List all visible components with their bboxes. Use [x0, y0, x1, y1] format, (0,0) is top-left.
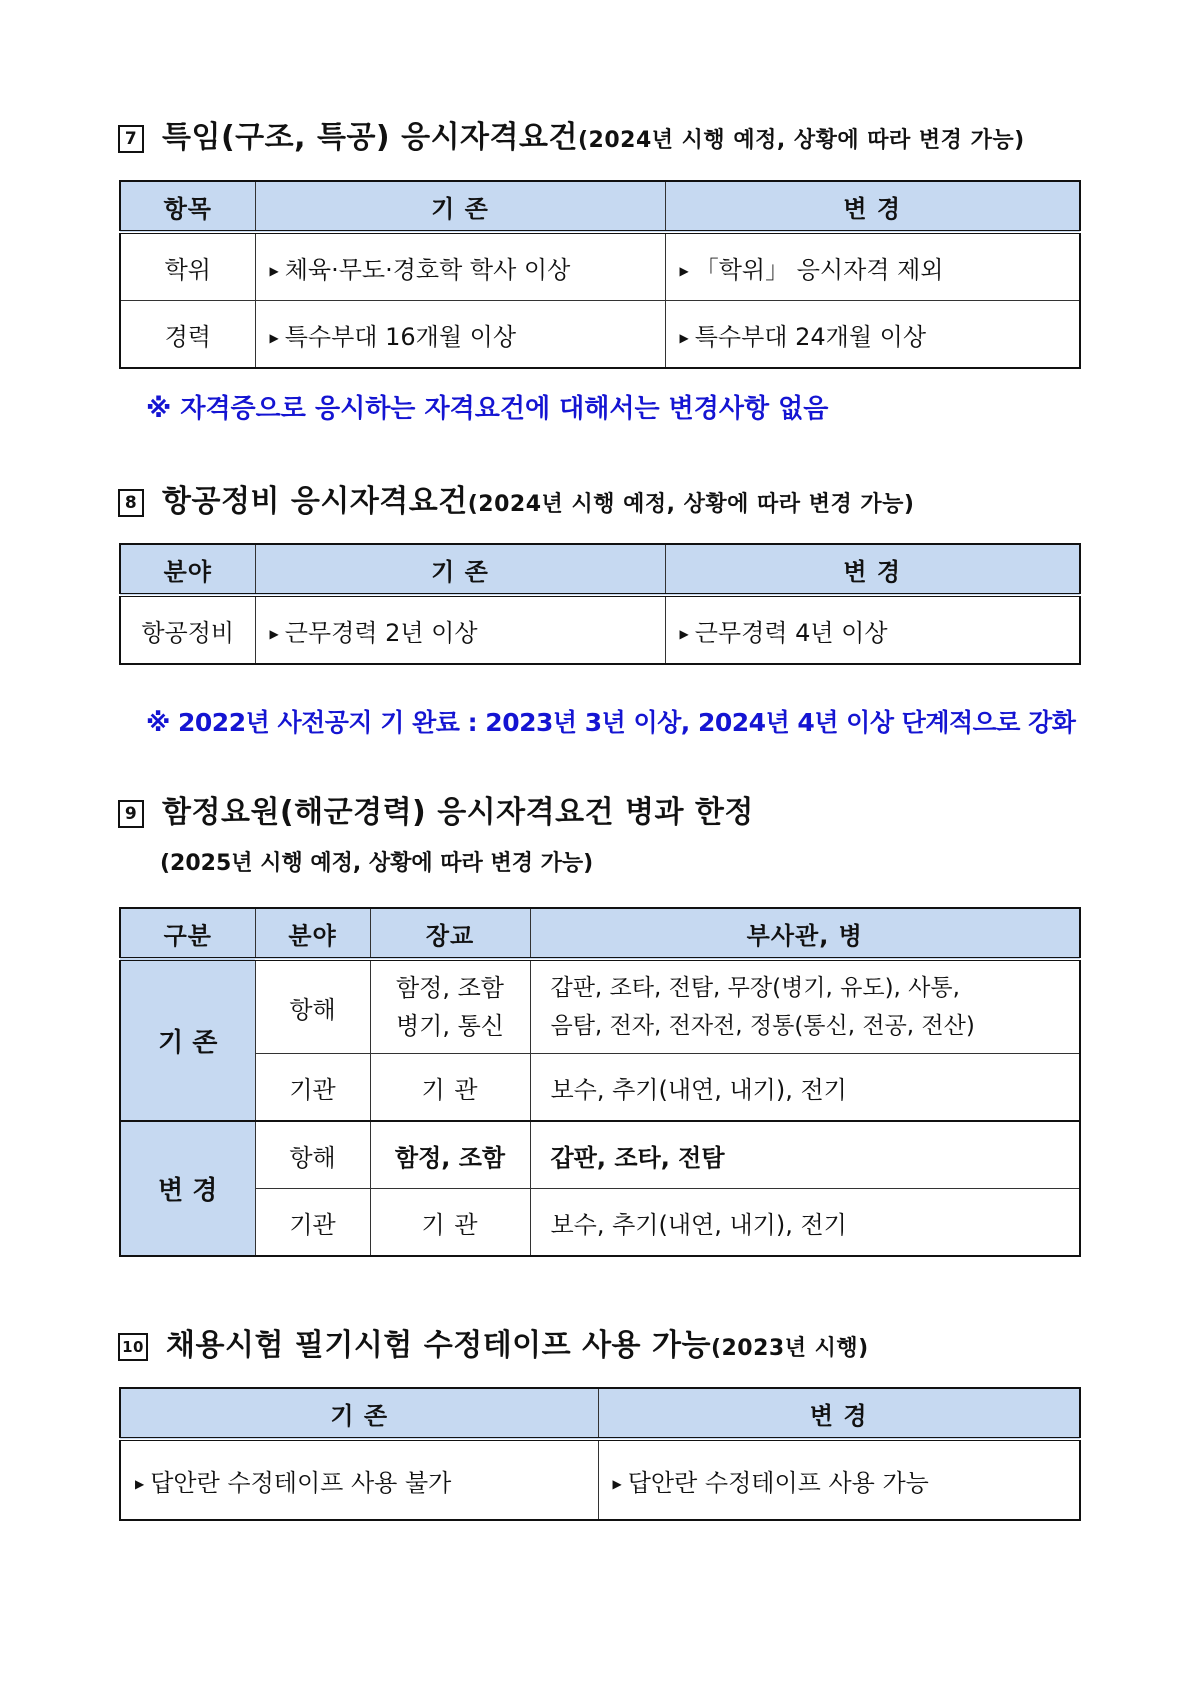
group-label: 변 경: [120, 1121, 255, 1256]
section-10-heading: [118, 1320, 869, 1364]
row-after-text: 답안란 수정테이프 사용 가능: [627, 1468, 929, 1497]
row-after-text: 특수부대 24개월 이상: [694, 322, 927, 351]
section-10-table: [119, 1387, 1081, 1521]
table-header: 항목: [120, 181, 255, 232]
row-enlisted: 보수, 추기(내연, 내기), 전기: [530, 1054, 1080, 1122]
table-row: [120, 1189, 1080, 1257]
table-header: 변 경: [665, 544, 1080, 595]
table-header: 기 존: [120, 1388, 598, 1439]
officer-line: 병기, 통신: [396, 1012, 504, 1040]
section-9-heading: [118, 787, 754, 831]
row-item: 경력: [120, 301, 255, 369]
enlisted-line: 음탐, 전자, 전자전, 정통(통신, 전공, 전산): [550, 1013, 975, 1039]
row-officer: 기 관: [370, 1054, 530, 1122]
table-header: 기 존: [255, 181, 665, 232]
row-after: [598, 1439, 1080, 1520]
row-before-text: 답안란 수정테이프 사용 불가: [150, 1468, 452, 1497]
row-before: [120, 1439, 598, 1520]
section-9-number: 9: [118, 800, 144, 828]
row-before-text: 특수부대 16개월 이상: [284, 322, 517, 351]
row-before: [255, 301, 665, 369]
row-field: 항해: [255, 959, 370, 1054]
triangle-bullet-icon: ▶: [612, 1476, 622, 1491]
row-before: [255, 232, 665, 301]
triangle-bullet-icon: ▶: [135, 1476, 145, 1491]
section-8-number: 8: [118, 489, 144, 517]
section-10-title: 채용시험 필기시험 수정테이프 사용 가능: [166, 1328, 711, 1363]
table-header: 장교: [370, 908, 530, 959]
table-header: 변 경: [665, 181, 1080, 232]
triangle-bullet-icon: ▶: [269, 626, 279, 641]
table-row: [120, 1439, 1080, 1520]
section-7-heading: [118, 112, 1025, 156]
officer-line: 함정, 조함: [396, 974, 504, 1002]
section-10-subtitle: (2023년 시행): [710, 1336, 869, 1361]
triangle-bullet-icon: ▶: [269, 330, 279, 345]
section-8-note: ※ 2022년 사전공지 기 완료 : 2023년 3년 이상, 2024년 4년 이상 단계적으로 강화: [146, 708, 1076, 737]
section-8-table: [119, 543, 1081, 665]
row-item: 항공정비: [120, 595, 255, 664]
row-after: [665, 301, 1080, 369]
table-header: 분야: [255, 908, 370, 959]
row-enlisted: [530, 959, 1080, 1054]
triangle-bullet-icon: ▶: [679, 263, 689, 278]
row-enlisted: 갑판, 조타, 전탐: [530, 1121, 1080, 1189]
row-field: 기관: [255, 1189, 370, 1257]
triangle-bullet-icon: ▶: [269, 263, 279, 278]
row-officer: 함정, 조함: [370, 1121, 530, 1189]
row-enlisted: 보수, 추기(내연, 내기), 전기: [530, 1189, 1080, 1257]
section-9-title: 함정요원(해군경력) 응시자격요건 병과 한정: [162, 795, 754, 830]
section-9-table: [119, 907, 1081, 1257]
table-header: 변 경: [598, 1388, 1080, 1439]
section-8-subtitle: (2024년 시행 예정, 상황에 따라 변경 가능): [467, 492, 915, 517]
row-field: 기관: [255, 1054, 370, 1122]
row-after: [665, 232, 1080, 301]
table-row: [120, 1054, 1080, 1122]
row-officer: [370, 959, 530, 1054]
table-row: [120, 959, 1080, 1054]
table-row: [120, 232, 1080, 301]
section-7-note: ※ 자격증으로 응시하는 자격요건에 대해서는 변경사항 없음: [146, 394, 829, 424]
row-item: 학위: [120, 232, 255, 301]
enlisted-line: 갑판, 조타, 전탐, 무장(병기, 유도), 사통,: [550, 975, 960, 1001]
section-10-number: 10: [118, 1333, 148, 1361]
section-8-title: 항공정비 응시자격요건: [162, 484, 468, 519]
row-after-text: 근무경력 4년 이상: [694, 618, 888, 647]
row-before-text: 체육·무도·경호학 학사 이상: [284, 255, 571, 284]
row-field: 항해: [255, 1121, 370, 1189]
table-header: 기 존: [255, 544, 665, 595]
row-after-text: 「학위」 응시자격 제외: [694, 255, 944, 284]
group-label: 기 존: [120, 959, 255, 1121]
section-7-title: 특임(구조, 특공) 응시자격요건: [162, 120, 578, 155]
table-header: 분야: [120, 544, 255, 595]
table-row: [120, 301, 1080, 369]
row-before-text: 근무경력 2년 이상: [284, 618, 478, 647]
section-8-heading: [118, 476, 914, 520]
table-header: 구분: [120, 908, 255, 959]
triangle-bullet-icon: ▶: [679, 626, 689, 641]
section-9-subtitle: (2025년 시행 예정, 상황에 따라 변경 가능): [160, 851, 594, 876]
table-header: 부사관, 병: [530, 908, 1080, 959]
section-7-subtitle: (2024년 시행 예정, 상황에 따라 변경 가능): [577, 128, 1025, 153]
section-7-table: [119, 180, 1081, 369]
row-after: [665, 595, 1080, 664]
table-row: [120, 595, 1080, 664]
row-officer: 기 관: [370, 1189, 530, 1257]
row-before: [255, 595, 665, 664]
section-7-number: 7: [118, 125, 144, 153]
triangle-bullet-icon: ▶: [679, 330, 689, 345]
table-row: [120, 1121, 1080, 1189]
